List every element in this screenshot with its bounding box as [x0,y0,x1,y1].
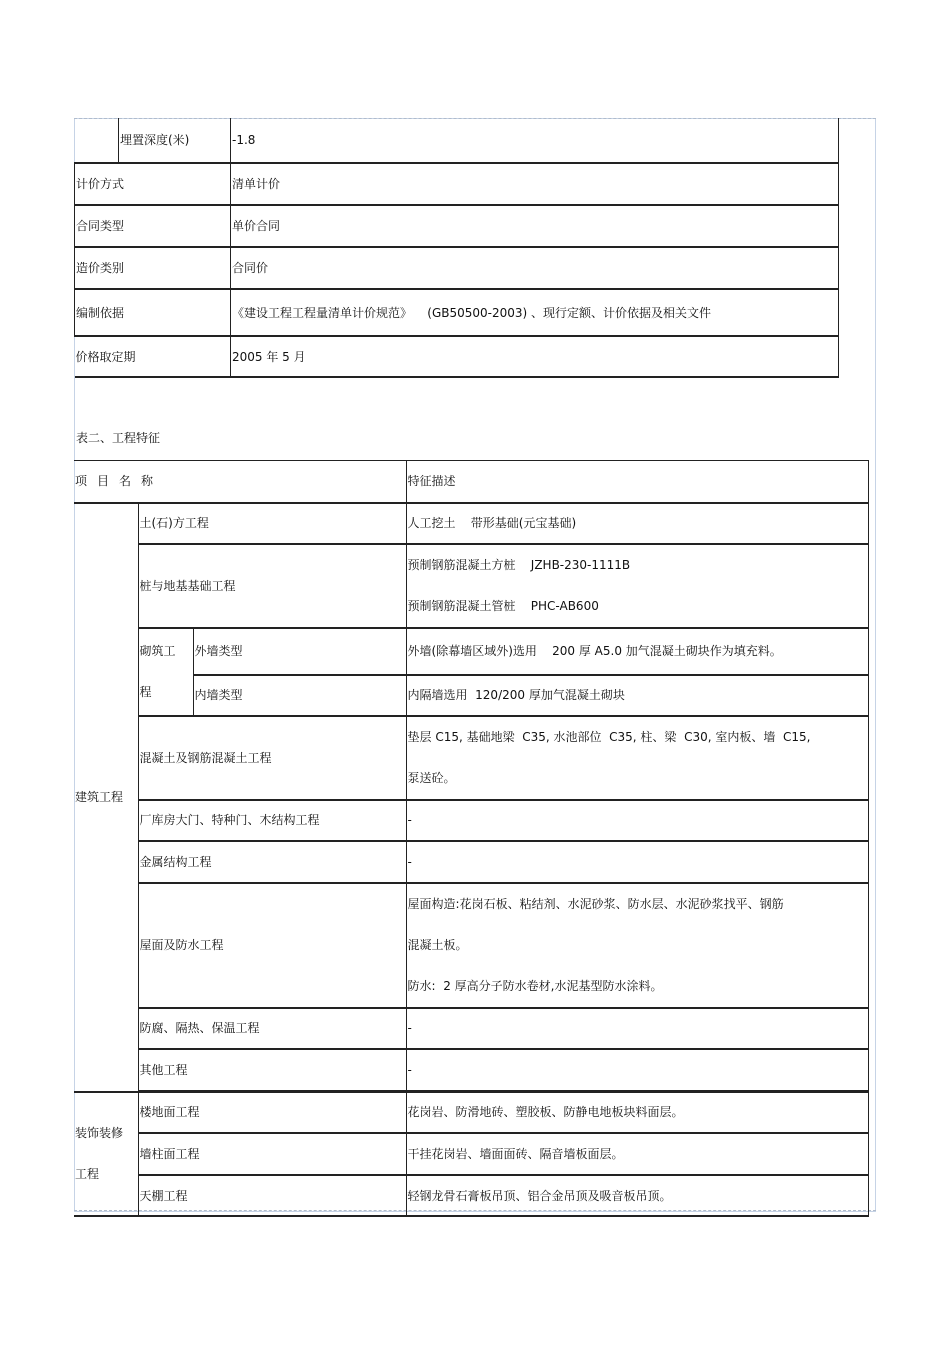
desc-line: 预制钢筋混凝土方桩 JZHB-230-1111B [407,557,631,572]
table-header-row [74,461,868,503]
row-label: 埋置深度(米) [119,118,231,163]
group-label: 建筑工程 [74,503,138,1093]
item-name: 外墙类型 [193,628,406,675]
table-caption: 表二、工程特征 [76,431,161,445]
group-label [74,1092,138,1216]
table-row [75,205,839,247]
table-row [75,247,839,289]
row-value: 单价合同 [231,205,839,247]
item-name: 防腐、隔热、保温工程 [138,1008,406,1049]
table-row [74,675,868,716]
project-info-table [74,118,839,378]
table-row [74,1008,868,1049]
row-label: 计价方式 [75,163,231,205]
item-name: 屋面及防水工程 [138,883,406,1008]
item-name: 楼地面工程 [138,1092,406,1133]
desc-line: 混凝土板。 [407,937,468,952]
item-desc: 花岗岩、防滑地砖、塑胶板、防静电地板块料面层。 [406,1092,868,1133]
desc-line: 预制钢筋混凝土管桩 PHC-AB600 [407,598,599,613]
table-row [74,503,868,544]
item-desc: - [406,1049,868,1091]
table-row [74,1175,868,1216]
item-desc [406,716,868,800]
item-desc: 干挂花岗岩、墙面面砖、隔音墙板面层。 [406,1133,868,1175]
group-line: 装饰装修 [75,1126,124,1140]
item-desc: 外墙(除幕墙区域外)选用 200 厚 A5.0 加气混凝土砌块作为填充料。 [406,628,868,675]
row-value: -1.8 [231,118,839,163]
table-row [75,289,839,336]
table-row [75,336,839,377]
project-features-table [74,460,869,1217]
row-label: 合同类型 [75,205,231,247]
item-name: 桩与地基基础工程 [138,544,406,628]
row-value: 《建设工程工程量清单计价规范》 (GB50500-2003) 、现行定额、计价依据及相关文件 [231,289,839,336]
desc-line: 屋面构造:花岗石板、粘结剂、水泥砂浆、防水层、水泥砂浆找平、钢筋 [407,896,784,911]
table-row [74,883,868,1008]
table-row [74,716,868,800]
item-name: 天棚工程 [138,1175,406,1216]
row-value: 清单计价 [231,163,839,205]
item-desc: - [406,841,868,883]
row-label: 造价类别 [75,247,231,289]
item-name: 内墙类型 [193,675,406,716]
subgroup-line: 砌筑工 [139,643,176,658]
item-name: 混凝土及钢筋混凝土工程 [138,716,406,800]
item-name: 墙柱面工程 [138,1133,406,1175]
item-name: 金属结构工程 [138,841,406,883]
item-desc: - [406,800,868,841]
subgroup-line: 程 [139,684,152,699]
item-desc: 人工挖土 带形基础(元宝基础) [406,503,868,544]
row-label: 编制依据 [75,289,231,336]
item-desc [406,883,868,1008]
table-row [74,800,868,841]
table-row [75,163,839,205]
subgroup-label [138,628,193,716]
group-line: 工程 [75,1167,100,1181]
header-desc: 特征描述 [406,461,868,503]
table-row [74,1092,868,1133]
desc-line: 泵送砼。 [407,770,456,785]
table-row [74,1049,868,1091]
table-row [74,544,868,628]
item-name: 土(石)方工程 [138,503,406,544]
item-name: 其他工程 [138,1049,406,1091]
desc-line: 垫层 C15, 基础地梁 C35, 水池部位 C35, 柱、梁 C30, 室内板、墙 C15, [407,729,811,744]
header-name: 项目名称 [74,461,406,503]
row-value: 合同价 [231,247,839,289]
table-row [74,628,868,675]
item-desc: - [406,1008,868,1049]
desc-line: 防水: 2 厚高分子防水卷材,水泥基型防水涂料。 [407,978,663,993]
table-row [74,1133,868,1175]
table-row [74,841,868,883]
row-label: 价格取定期 [75,336,231,377]
item-desc: 内隔墙选用 120/200 厚加气混凝土砌块 [406,675,868,716]
table-row [75,118,839,163]
row-value: 2005 年 5 月 [231,336,839,377]
item-desc [406,544,868,628]
item-desc: 轻钢龙骨石膏板吊顶、铝合金吊顶及吸音板吊顶。 [406,1175,868,1216]
item-name: 厂库房大门、特种门、木结构工程 [138,800,406,841]
